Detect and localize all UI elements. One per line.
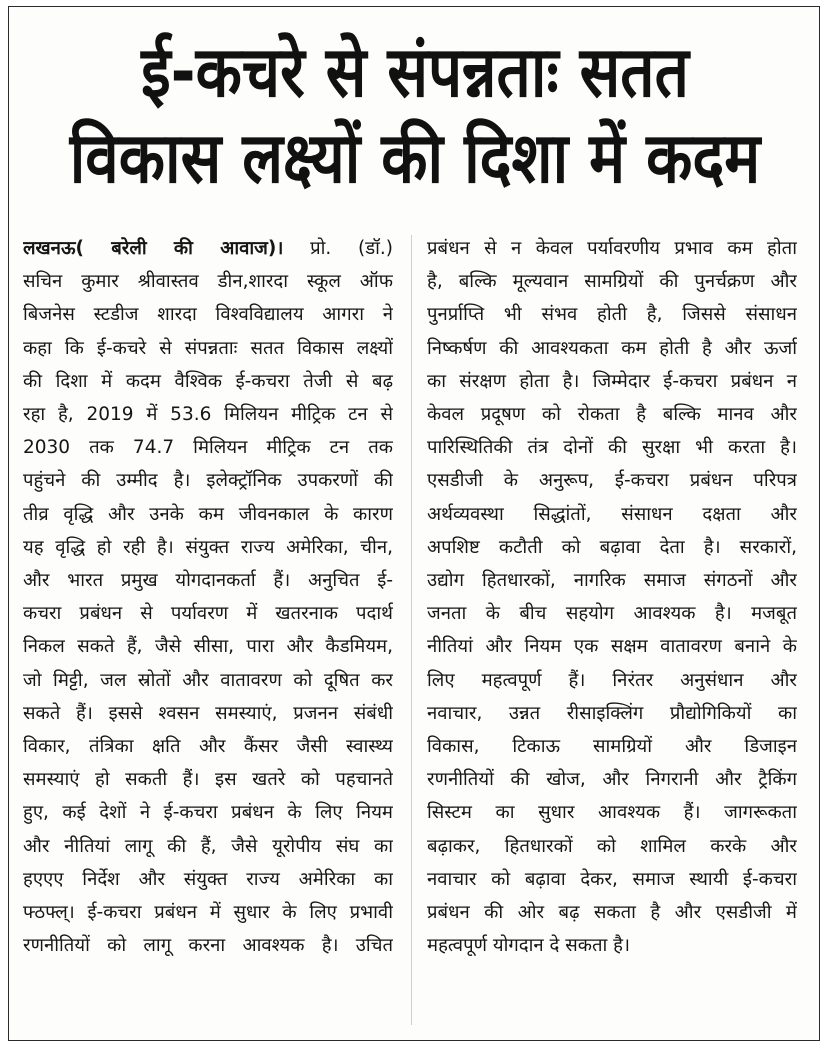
article-line: अपशिष्ट कटौती को बढ़ावा देता है। सरकारों, xyxy=(427,536,797,558)
article-line: प्रबंधन की ओर बढ़ सकता है और एसडीजी में xyxy=(427,902,797,924)
article-line: रहा है, 2019 में 53.6 मिलियन मीट्रिक टन से xyxy=(23,404,393,426)
article-line xyxy=(23,232,393,265)
article-line: कचरा प्रबंधन से पर्यावरण में खतरनाक पदार्थ xyxy=(23,603,393,625)
article-line: का संरक्षण होता है। जिम्मेदार ई-कचरा प्रबंधन न xyxy=(427,370,797,392)
article-line: नीतियां और नियम एक सक्षम वातावरण बनाने के xyxy=(427,636,797,658)
article-line: और नीतियां लागू की हैं, जैसे यूरोपीय संघ का xyxy=(23,835,393,857)
article-line: केवल प्रदूषण को रोकता है बल्कि मानव और xyxy=(427,404,797,426)
article-column-2 xyxy=(427,232,797,962)
headline-line-2: विकास लक्ष्यों की दिशा में कदम xyxy=(69,117,761,199)
article-line: कहा कि ई-कचरे से संपन्नताः सतत विकास लक्ष्यों xyxy=(23,337,393,359)
article-line: सिस्टम का सुधार आवश्यक हैं। जागरूकता xyxy=(427,802,797,824)
article-line: जनता के बीच सहयोग आवश्यक है। मजबूत xyxy=(427,603,797,625)
column-divider xyxy=(411,235,412,1025)
article-line: नवाचार, उन्नत रीसाइक्लिंग प्रौद्योगिकियों का xyxy=(427,702,797,724)
article-line: है, बल्कि मूल्यवान सामग्रियों की पुनर्चक्रण और xyxy=(427,271,797,293)
article-line: हुए, कई देशों ने ई-कचरा प्रबंधन के लिए नियम xyxy=(23,802,393,824)
article-line: सचिन कुमार श्रीवास्तव डीन,शारदा स्कूल ऑफ xyxy=(23,271,393,293)
article-line: उद्योग हितधारकों, नागरिक समाज संगठनों और xyxy=(427,570,797,592)
article-line: अर्थव्यवस्था सिद्धांतों, संसाधन दक्षता और xyxy=(427,503,797,525)
article-line: हएएए निर्देश और संयुक्त राज्य अमेरिका का xyxy=(23,868,393,890)
article-line: बिजनेस स्टडीज शारदा विश्वविद्यालय आगरा ने xyxy=(23,304,393,326)
headline-line-1: ई-कचरे से संपन्नताः सतत xyxy=(141,31,689,113)
article-line: की दिशा में कदम वैश्विक ई-कचरा तेजी से बढ़ xyxy=(23,370,393,392)
article-line: तीव्र वृद्धि और उनके कम जीवनकाल के कारण xyxy=(23,503,393,525)
article-line: और भारत प्रमुख योगदानकर्ता हैं। अनुचित ई- xyxy=(23,570,393,592)
newspaper-clipping xyxy=(8,6,820,1041)
article-line: सकते हैं। इससे श्वसन समस्याएं, प्रजनन संबंधी xyxy=(23,702,393,724)
article-line: पारिस्थितिकी तंत्र दोनों की सुरक्षा भी करता है। xyxy=(427,437,797,459)
article-line: एसडीजी के अनुरूप, ई-कचरा प्रबंधन परिपत्र xyxy=(427,470,797,492)
article-line: समस्याएं हो सकती हैं। इस खतरे को पहचानते xyxy=(23,769,393,791)
article-line: विकार, तंत्रिका क्षति और कैंसर जैसी स्वास्थ्य xyxy=(23,736,393,758)
article-line: यह वृद्धि हो रही है। संयुक्त राज्य अमेरिका, चीन, xyxy=(23,536,393,558)
article-line: विकास, टिकाऊ सामग्रियों और डिजाइन xyxy=(427,736,797,758)
article-line: पुनर्प्राप्ति भी संभव होती है, जिससे संसाधन xyxy=(427,304,797,326)
article-line: फ्ठफ्ल्। ई-कचरा प्रबंधन में सुधार के लिए प्रभावी xyxy=(23,902,393,924)
article-line: रणनीतियों की खोज, और निगरानी और ट्रैकिंग xyxy=(427,769,797,791)
article-line: बढ़ाकर, हितधारकों को शामिल करके और xyxy=(427,835,797,857)
article-line: नवाचार को बढ़ावा देकर, समाज स्थायी ई-कचरा xyxy=(427,868,797,890)
article-line: प्रबंधन से न केवल पर्यावरणीय प्रभाव कम होता xyxy=(427,238,797,259)
article-line: निष्कर्षण की आवश्यकता कम होती है और ऊर्जा xyxy=(427,337,797,359)
article-column-1 xyxy=(23,232,393,962)
article-line: निकल सकते हैं, जैसे सीसा, पारा और कैडमियम, xyxy=(23,636,393,658)
article-line: जो मिट्टी, जल स्रोतों और वातावरण को दूषित कर xyxy=(23,669,393,691)
article-line: 2030 तक 74.7 मिलियन मीट्रिक टन तक xyxy=(23,437,393,459)
dateline: लखनऊ( बरेली की आवाज)। xyxy=(23,238,284,259)
article-line: रणनीतियों को लागू करना आवश्यक है। उचित xyxy=(23,935,393,957)
article-line: लिए महत्वपूर्ण हैं। निरंतर अनुसंधान और xyxy=(427,669,797,691)
article-line: महत्वपूर्ण योगदान दे सकता है। xyxy=(427,935,631,957)
article-text: प्रो. (डॉ.) xyxy=(283,238,393,259)
article-line: पहुंचने की उम्मीद है। इलेक्ट्रॉनिक उपकरणों की xyxy=(23,470,393,492)
